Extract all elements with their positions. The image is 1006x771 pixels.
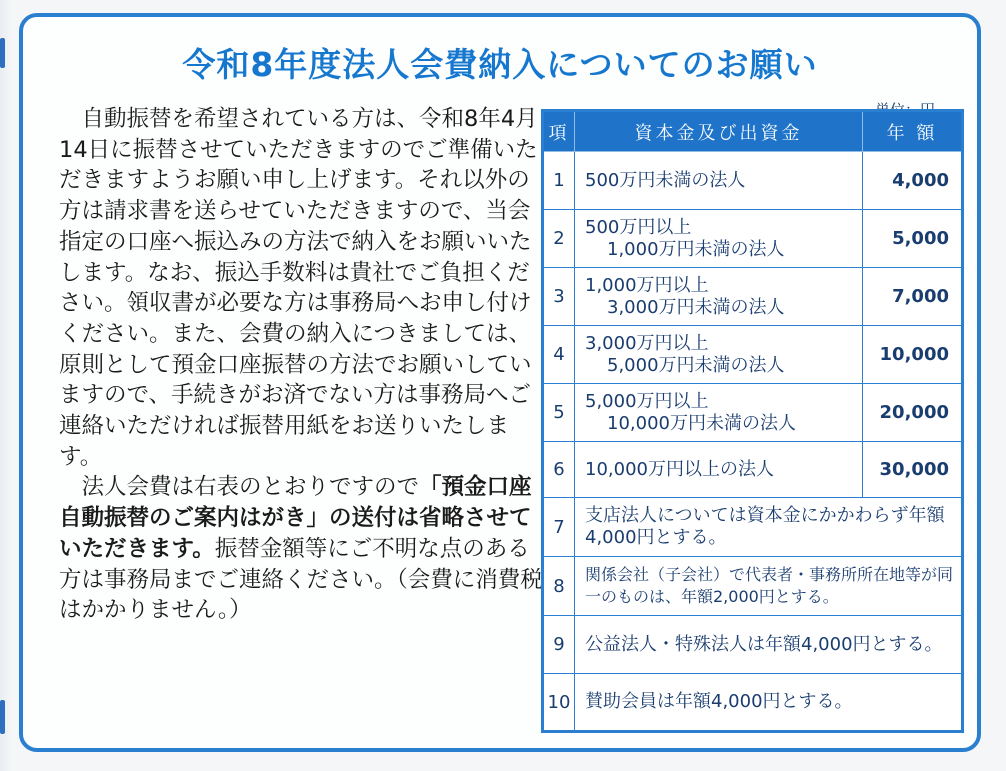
capital-line: 10,000万円以上の法人 <box>585 458 774 480</box>
notice-title: 令和8年度法人会費納入についてのお願い <box>182 45 818 84</box>
fee-amount: 5,000 <box>863 210 963 268</box>
capital-range <box>575 384 863 442</box>
header-annual-fee: 年 額 <box>863 111 963 152</box>
note-text: 支店法人については資本金にかかわらず年額4,000円とする。 <box>575 498 963 557</box>
note-row <box>543 498 963 557</box>
fee-row <box>543 326 963 384</box>
fee-amount: 4,000 <box>863 152 963 210</box>
capital-line: 3,000万円未満の法人 <box>607 296 785 318</box>
paragraph-2-text: 法人会費は右表のとおりですので <box>81 474 420 501</box>
fee-amount: 10,000 <box>863 326 963 384</box>
scan-mark <box>0 700 5 734</box>
capital-range <box>575 442 863 498</box>
row-number: 9 <box>543 616 575 674</box>
capital-range <box>575 268 863 326</box>
capital-line: 10,000万円未満の法人 <box>607 412 796 434</box>
paragraph-2-emphasis: 「預金口座自動振替のご案内はがき」の送付は省略させていただきます。 <box>59 474 532 562</box>
paragraph-2 <box>59 472 547 626</box>
fee-row <box>543 152 963 210</box>
capital-line: 500万円未満の法人 <box>585 169 746 191</box>
paragraph-1: 自動振替を希望されている方は、令和8年4月14日に振替させていただきますのでご準備いただきますようお願い申し上げます。それ以外の方は請求書を送らせていただきますので、当会指定の口座へ振込みの方法で納入をお願いいたします。なお、振込手数料は貴社でご負担ください。領収書が必要な方は事務局へお申し付けください。また、会費の納入につきましては、原則として預金口座振替の方法でお願いしていますので、手続きがお済でない方は事務局へご連絡いただければ振替用紙をお送りいたします。 <box>59 106 538 470</box>
fee-row <box>543 268 963 326</box>
paragraph-2-text-end: 振替金額等にご不明な点のある方は事務局までご連絡ください。（会費に消費税はかかりません。） <box>59 535 543 624</box>
row-number: 2 <box>543 210 575 268</box>
row-number: 1 <box>543 152 575 210</box>
fee-table <box>541 109 964 733</box>
row-number: 3 <box>543 268 575 326</box>
capital-line: 3,000万円以上 <box>585 332 709 354</box>
notice-card <box>19 13 981 752</box>
fee-row <box>543 384 963 442</box>
capital-line: 1,000万円以上 <box>585 274 709 296</box>
row-number: 6 <box>543 442 575 498</box>
fee-amount: 7,000 <box>863 268 963 326</box>
notice-body <box>59 104 547 626</box>
note-row <box>543 616 963 674</box>
fee-table-header-row <box>543 111 963 152</box>
fee-amount: 20,000 <box>863 384 963 442</box>
scan-mark <box>0 38 5 68</box>
scan-edge <box>0 0 14 771</box>
row-number: 10 <box>543 674 575 732</box>
fee-row <box>543 442 963 498</box>
note-text: 関係会社（子会社）で代表者・事務所所在地等が同一のものは、年額2,000円とする。 <box>575 557 963 616</box>
fee-row <box>543 210 963 268</box>
note-row <box>543 674 963 732</box>
capital-range <box>575 326 863 384</box>
row-number: 5 <box>543 384 575 442</box>
row-number: 7 <box>543 498 575 557</box>
header-capital: 資本金及び出資金 <box>575 111 863 152</box>
note-text: 公益法人・特殊法人は年額4,000円とする。 <box>575 616 963 674</box>
capital-range <box>575 152 863 210</box>
fee-amount: 30,000 <box>863 442 963 498</box>
row-number: 4 <box>543 326 575 384</box>
capital-range <box>575 210 863 268</box>
capital-line: 5,000万円未満の法人 <box>607 354 785 376</box>
header-item-no: 項 <box>543 111 575 152</box>
note-row <box>543 557 963 616</box>
capital-line: 500万円以上 <box>585 216 692 238</box>
note-text: 賛助会員は年額4,000円とする。 <box>575 674 963 732</box>
capital-line: 1,000万円未満の法人 <box>607 238 785 260</box>
row-number: 8 <box>543 557 575 616</box>
capital-line: 5,000万円以上 <box>585 390 709 412</box>
